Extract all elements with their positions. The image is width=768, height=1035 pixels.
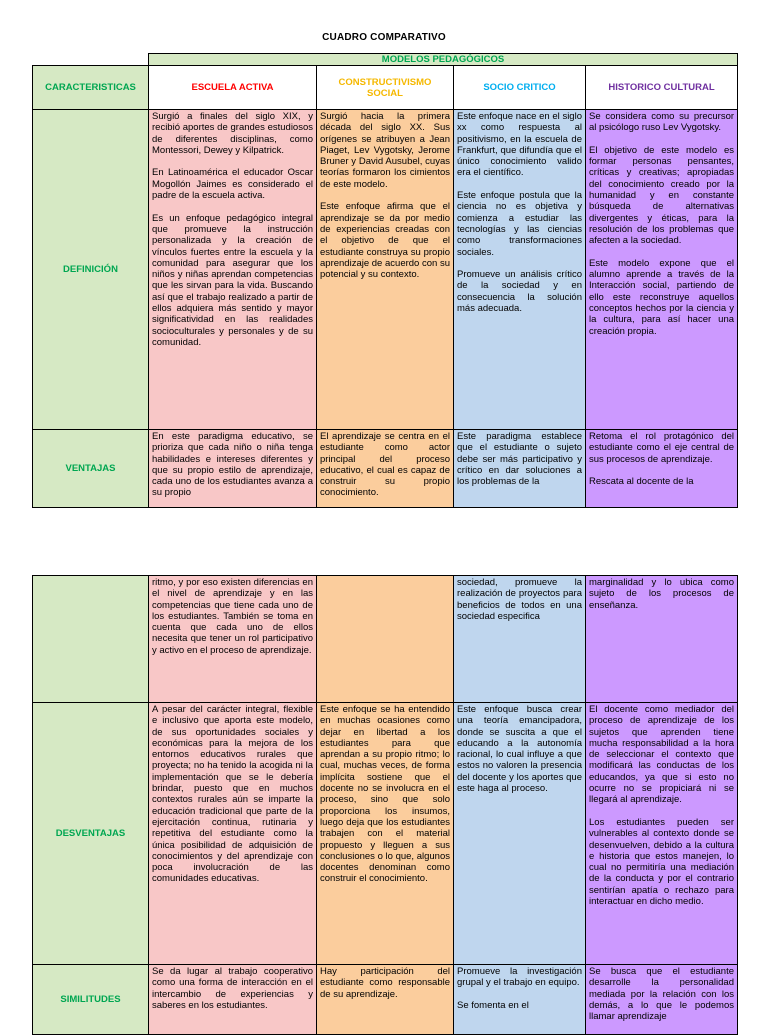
row-label-similitudes: SIMILITUDES (33, 965, 149, 1035)
page-title: CUADRO COMPARATIVO (322, 32, 446, 43)
cell-ventajas-socio-critico: Este paradigma establece que el estudiante o sujeto debe ser más participativo y crítico en dar soluciones a los problemas de la (454, 430, 586, 508)
cell-ventajas-constructivismo: El aprendizaje se centra en el estudiante como actor principal del proceso educativo, el cual es capaz de construir su propio conocimiento. (317, 430, 454, 508)
cell-definicion-escuela-activa: Surgió a finales del siglo XIX, y recibió aportes de grandes estudiosos de diferentes disciplinas, como Montessori, Dewey y Kilpatrick. En Latinoamérica el educador Oscar Mogollón Jaimes es considerado el padre de la escuela activa. Es un enfoque pedagógico integral que promueve la instrucción personalizada y la creación de vínculos fuertes entre la escuela y la comunidad para asegurar que los niños y niñas aprendan competencias que les sirvan para la vida. Buscando así que el trabajo realizado a partir de ellos adquiera más sentido y mayor significatividad en las realidades socioculturales y personales y de su comunidad. (149, 110, 317, 430)
row-label-desventajas: DESVENTAJAS (33, 703, 149, 965)
cell-definicion-constructivismo: Surgió hacia la primera década del siglo XX. Sus orígenes se atribuyen a Jean Piaget, Lev Vygotsky, Jerome Bruner y David Ausubel, cuyas teorías formaron los cimientos de este modelo. Este enfoque afirma que el aprendizaje se da por medio de experiencias creadas con el objetivo de que el estudiante construya su propio aprendizaje de acuerdo con su potencial y su contexto. (317, 110, 454, 430)
cell-ventajas-escuela-activa: En este paradigma educativo, se prioriza que cada niño o niña tenga habilidades e intereses diferentes y que su propio estilo de aprendizaje, cada uno de los estudiantes avanza a su propio (149, 430, 317, 508)
cell-ventajas-constructivismo-cont (317, 576, 454, 703)
header-socio-critico: SOCIO CRITICO (454, 66, 586, 110)
group-header-modelos: MODELOS PEDAGÓGICOS (149, 54, 738, 66)
cell-desventajas-historico-cultural: El docente como mediador del proceso de aprendizaje de los sujetos que aprenden tiene mucha responsabilidad a la hora de seleccionar el contexto que modificará las conductas de los educandos, ya que si esto no ocurre no se propiciará ni se llegará al aprendizaje. Los estudiantes pueden ser vulnerables al contexto donde se desenvuelven, debido a la cultura e historia que estos manejen, lo cual no permitiría una mediación de la conducta y por el contrario sentirían apatía o rechazo para interactuar en dicho medio. (586, 703, 738, 965)
cell-desventajas-socio-critico: Este enfoque busca crear una teoría emancipadora, donde se suscita a que el educando a la autonomía racional, lo cual influye a que estos no valoren la presencia del docente y los aportes que este haga al proceso. (454, 703, 586, 965)
header-caracteristicas: CARACTERISTICAS (33, 66, 149, 110)
cell-ventajas-escuela-activa-cont: ritmo, y por eso existen diferencias en el nivel de aprendizaje y en las competencias que tiene cada uno de los estudiantes. También se toma en cuenta que cada uno de ellos necesita que tener un rol participativo y activo en el proceso de aprendizaje. (149, 576, 317, 703)
row-label-ventajas-continued (33, 576, 149, 703)
header-escuela-activa: ESCUELA ACTIVA (149, 66, 317, 110)
cell-similitudes-socio-critico: Promueve la investigación grupal y el trabajo en equipo. Se fomenta en el (454, 965, 586, 1035)
cell-similitudes-escuela-activa: Se da lugar al trabajo cooperativo como una forma de interacción en el intercambio de experiencias y saberes en los estudiantes. (149, 965, 317, 1035)
cell-similitudes-historico-cultural: Se busca que el estudiante desarrolle la personalidad mediada por la relación con los demás, a lo que le podemos llamar aprendizaje (586, 965, 738, 1035)
row-label-definicion: DEFINICIÓN (33, 110, 149, 430)
cell-definicion-socio-critico: Este enfoque nace en el siglo xx como respuesta al positivismo, en la escuela de Frankfurt, que difundía que el único conocimiento valido era el científico. Este enfoque postula que la ciencia no es objetiva y comienza a estudiar las tecnologías y las ciencias como transformaciones sociales. Promueve un análisis crítico de la sociedad y en consecuencia la solución más adecuada. (454, 110, 586, 430)
row-label-ventajas: VENTAJAS (33, 430, 149, 508)
header-constructivismo: CONSTRUCTIVISMO SOCIAL (317, 66, 454, 110)
cell-similitudes-constructivismo: Hay participación del estudiante como responsable de su aprendizaje. (317, 965, 454, 1035)
empty-corner (33, 54, 149, 66)
cell-desventajas-escuela-activa: A pesar del carácter integral, flexible e inclusivo que aporta este modelo, de sus oportunidades sociales y económicas para la mejora de los entornos educativos rurales que proyecta; no ha tenido la acogida ni la implementación que se le debería brindar, puesto que en muchos contextos rurales aún se imparte la educación tradicional que parte de la ejercitación continua, rutinaria y repetitiva del estudiante como la única posibilidad de adquisición de conocimientos y del aprendizaje con poca involucración de las comunidades educativas. (149, 703, 317, 965)
cell-ventajas-socio-critico-cont: sociedad, promueve la realización de proyectos para beneficios de todos en una sociedad especifica (454, 576, 586, 703)
header-historico-cultural: HISTORICO CULTURAL (586, 66, 738, 110)
comparison-table-page-2 (32, 575, 738, 1035)
cell-desventajas-constructivismo: Este enfoque se ha entendido en muchas ocasiones como dejar en libertad a los estudiantes para que aprendan a su propio ritmo; lo cual, muchas veces, de forma implícita sostiene que el docente no se involucra en el proceso, sino que solo proporciona los insumos, luego deja que los estudiantes trabajen con el material propuesto y lleguen a sus conclusiones o lo que, algunos docentes denominan como construir el conocimiento. (317, 703, 454, 965)
cell-definicion-historico-cultural: Se considera como su precursor al psicólogo ruso Lev Vygotsky. El objetivo de este modelo es formar personas pensantes, críticas y creativas; apropiadas del conocimiento creado por la humanidad y en constante búsqueda de alternativas divergentes y éticas, para la resolución de los problemas que afecten a la sociedad. Este modelo expone que el alumno aprende a través de la Interacción social, partiendo de ello este reconstruye aquellos conceptos hechos por la ciencia y la cultura, para así hacer una creación propia. (586, 110, 738, 430)
comparison-table-page-1 (32, 53, 738, 508)
cell-ventajas-historico-cultural-cont: marginalidad y lo ubica como sujeto de los procesos de enseñanza. (586, 576, 738, 703)
cell-ventajas-historico-cultural: Retoma el rol protagónico del estudiante como el eje central de sus procesos de aprendizaje. Rescata al docente de la (586, 430, 738, 508)
